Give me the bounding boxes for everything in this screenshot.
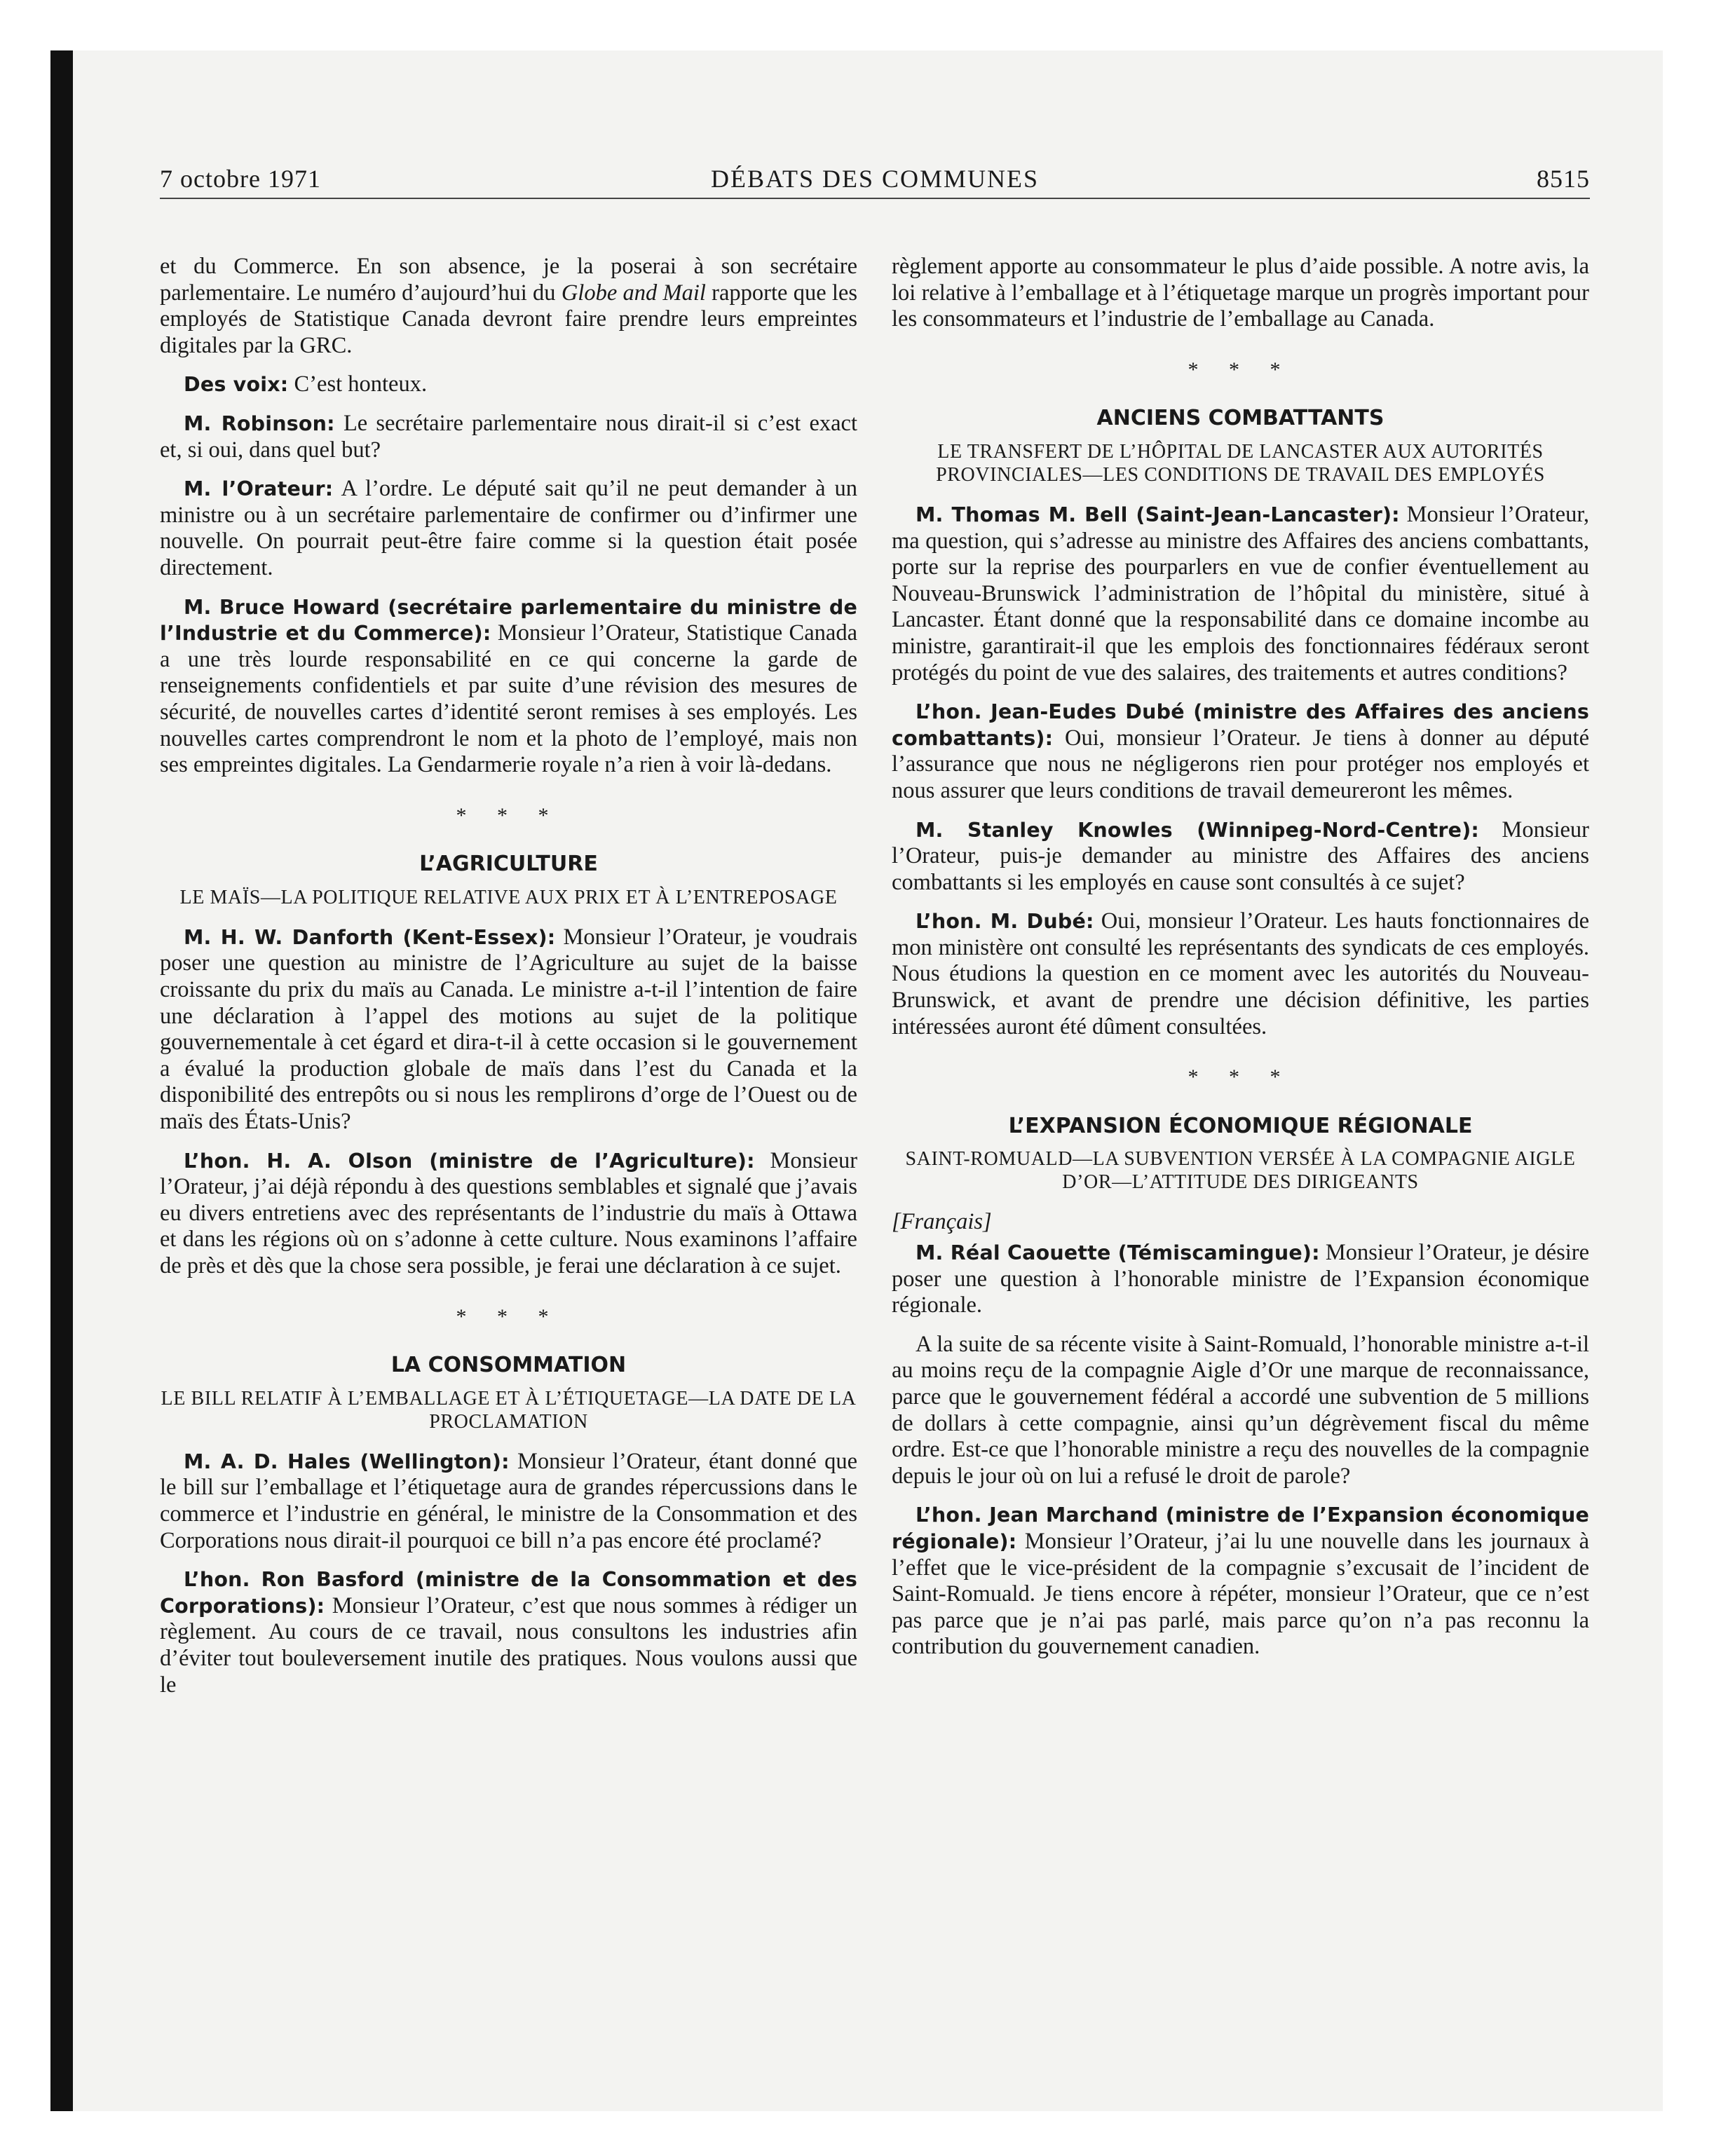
speaker-name: M. Thomas M. Bell (Saint-Jean-Lancaster): [916, 503, 1400, 526]
section-heading: LA CONSOMMATION [390, 1353, 627, 1378]
paragraph-text: Le secrétaire parlementaire nous dirait-il si c’est exact et, si oui, dans quel but? [160, 410, 857, 463]
speaker-name: M. l’Orateur: [184, 477, 334, 501]
newspaper-title: Globe and Mail [561, 280, 706, 306]
paragraph-text: Monsieur l’Orateur, c’est que nous sommes à rédiger un règlement. Au cours de ce travail, nous consultons les industries afin d’éviter tout bouleversement inutile des pratiques. Nous voulons aussi que le [160, 1592, 857, 1698]
paragraph-text: et du Commerce. En son absence, je la poserai à son secrétaire parlementaire. Le numéro d’aujourd’hui du [160, 254, 857, 306]
paragraph-text: Monsieur l’Orateur, j’ai lu une nouvelle dans les journaux à l’effet que le vice-président de la compagnie s’excusait de l’incident de Saint-Romuald. Je tiens encore à répéter, monsieur l’Orateur, que ce n’est pas parce que je n’ai pas parlé, mais parce qu’on n’a pas reconnu la contribution du gouvernement canadien. [892, 1528, 1590, 1660]
section-subheading: LE BILL RELATIF À L’EMBALLAGE ET À L’ÉTIQUETAGE—LA DATE DE LA PROCLAMATION [161, 1387, 857, 1433]
paragraph-text: Monsieur l’Orateur, puis-je demander au ministre des Affaires des anciens combattants si les employés en cause sont consultés à ce sujet? [892, 817, 1589, 895]
paragraph [892, 254, 1589, 333]
header-title: DÉBATS DES COMMUNES [710, 165, 1040, 193]
section-subheading: LE MAÏS—LA POLITIQUE RELATIVE AUX PRIX ET À L’ENTREPOSAGE [179, 886, 838, 908]
paragraph-text: règlement apporte au consommateur le plus d’aide possible. A notre avis, la loi relative à l’emballage et à l’étiquetage marque un progrès important pour les consommateurs et l’industrie de l’emballage au Canada. [892, 254, 1589, 332]
right-column [892, 254, 1589, 1673]
paragraph-text: Monsieur l’Orateur, je voudrais poser une question au ministre de l’Agriculture au sujet de la baisse croissante du prix du maïs au Canada. Le ministre a-t-il l’intention de faire une déclaration à l’appel des motions au sujet de la politique gouvernementale à cet égard et dira-t-il à cette occasion si le gouvernement a évalué la production globale de maïs dans l’est du Canada et la disponibilité des entrepôts ou si nous les remplirons d’orge de l’Ouest ou de maïs des États-Unis? [160, 924, 858, 1135]
paragraph [160, 1567, 857, 1698]
paragraph [160, 925, 857, 1135]
paragraph [160, 371, 857, 398]
paragraph [892, 699, 1589, 804]
paragraph-text: A l’ordre. Le député sait qu’il ne peut demander à un ministre ou à un secrétaire parlementaire de confirmer ou d’infirmer une nouvelle. On pourrait peut-être faire comme si la question était posée directement. [160, 476, 857, 580]
speaker-name: M. Robinson: [184, 411, 335, 435]
speaker-name: M. Stanley Knowles (Winnipeg-Nord-Centre): [916, 818, 1480, 842]
paragraph-text: Monsieur l’Orateur, ma question, qui s’adresse au ministre des Affaires des anciens combattants, porte sur la reprise des pourparlers en vue de confier éventuellement au Nouveau-Brunswick l’administration de l’hôpital du ministère, situé à Lancaster. Étant donné que la responsabilité dans ce domaine incombe au ministre, garantirait-il que les emplois des fonctionnaires fédéraux seront protégés du point de vue des salaires, des traitements et autres conditions? [892, 501, 1589, 685]
paragraph [160, 594, 857, 779]
paragraph [892, 817, 1589, 896]
section-separator: * * * [456, 803, 562, 827]
section-heading: ANCIENS COMBATTANTS [1096, 406, 1384, 431]
language-tag: [Français] [892, 1209, 992, 1235]
speaker-name: M. H. W. Danforth (Kent-Essex): [184, 925, 556, 949]
paragraph [160, 254, 857, 359]
section-heading: L’AGRICULTURE [419, 852, 598, 877]
paragraph [160, 1449, 857, 1554]
paragraph [892, 502, 1589, 686]
speaker-name: M. A. D. Hales (Wellington): [184, 1449, 510, 1473]
speaker-name: M. Bruce Howard (secrétaire parlementaire du ministre de l’Industrie et du Commerce): [160, 595, 857, 646]
section-separator: * * * [1188, 357, 1293, 381]
paragraph [892, 1332, 1589, 1490]
page-number: 8515 [1537, 165, 1590, 193]
paragraph [160, 411, 857, 463]
running-head [160, 163, 1590, 199]
speaker-name: Des voix: [184, 373, 289, 397]
section-separator: * * * [1188, 1065, 1293, 1089]
paragraph [892, 1240, 1589, 1319]
speaker-name: L’hon. H. A. Olson (ministre de l’Agriculture): [184, 1149, 755, 1173]
paragraph-text: A la suite de sa récente visite à Saint-Romuald, l’honorable ministre a-t-il au moins reçu de la compagnie Aigle d’Or une marque de reconnaissance, parce que le gouvernement fédéral a accordé une subvention de 5 millions de dollars à cette compagnie, ainsi qu’un dégrèvement fiscal du même ordre. Est-ce que l’honorable ministre a reçu des nouvelles de la compagnie depuis le jour où on lui a refusé le droit de parole? [892, 1331, 1589, 1489]
scan-edge-bar [50, 50, 73, 2111]
header-date: 7 octobre 1971 [160, 165, 321, 193]
speaker-name: L’hon. Jean-Eudes Dubé (ministre des Affaires des anciens combattants): [892, 700, 1589, 750]
paragraph-text: Monsieur l’Orateur, étant donné que le bill sur l’emballage et l’étiquetage aura de grandes répercussions dans le commerce et l’industrie en général, le ministre de la Consommation et des Corporations nous dirait-il pourquoi ce bill n’a pas encore été proclamé? [160, 1448, 857, 1553]
paragraph [160, 476, 857, 581]
paragraph-text: Monsieur l’Orateur, je désire poser une question à l’honorable ministre de l’Expansion économique régionale. [892, 1240, 1589, 1318]
section-separator: * * * [456, 1304, 562, 1328]
section-heading: L’EXPANSION ÉCONOMIQUE RÉGIONALE [1008, 1113, 1473, 1138]
left-column [160, 254, 857, 1711]
paragraph-text: Oui, monsieur l’Orateur. Je tiens à donner au député l’assurance que nous ne négligerons rien pour protéger nos employés et nous assurer que leurs conditions de travail demeureront les mêmes. [892, 725, 1589, 803]
section-subheading: LE TRANSFERT DE L’HÔPITAL DE LANCASTER AUX AUTORITÉS PROVINCIALES—LES CONDITIONS DE TRAVAIL DES EMPLOYÉS [936, 440, 1545, 486]
paragraph-text: rapporte que les employés de Statistique Canada devront faire prendre leurs empreintes digitales par la GRC. [160, 280, 857, 358]
paragraph [892, 1502, 1589, 1660]
scanned-page [50, 50, 1663, 2111]
paragraph-text: Oui, monsieur l’Orateur. Les hauts fonctionnaires de mon ministère ont consulté les représentants des syndicats de ces employés. Nous étudions la question en ce moment avec les autorités du Nouveau-Brunswick, et avant de prendre une décision définitive, les parties intéressées auront été dûment consultées. [892, 908, 1589, 1039]
paragraph-text: Monsieur l’Orateur, Statistique Canada a une très lourde responsabilité en ce qui concerne la garde de renseignements confidentiels et par suite d’une révision des mesures de sécurité, de nouvelles cartes d’identité seront remises à ses employés. Les nouvelles cartes comprendront le nom et la photo de l’employé, mais non ses empreintes digitales. La Gendarmerie royale n’a rien à voir là-dedans. [160, 620, 857, 778]
section-subheading: SAINT-ROMUALD—LA SUBVENTION VERSÉE À LA COMPAGNIE AIGLE D’OR—L’ATTITUDE DES DIRIGEANTS [905, 1148, 1576, 1194]
paragraph [892, 908, 1589, 1040]
paragraph [160, 1148, 857, 1280]
speaker-name: L’hon. M. Dubé: [916, 910, 1094, 934]
speaker-name: L’hon. Ron Basford (ministre de la Consommation et des Corporations): [160, 1568, 857, 1618]
paragraph-text: Monsieur l’Orateur, j’ai déjà répondu à des questions semblables et signalé que j’avais eu divers entretiens avec des représentants de l’industrie du maïs à Ottawa et dans les régions où on s’adonne à cette culture. Nous examinons l’affaire de près et dès que la chose sera possible, je ferai une déclaration à ce sujet. [160, 1147, 858, 1278]
paragraph-text: C’est honteux. [294, 371, 428, 397]
speaker-name: M. Réal Caouette (Témiscamingue): [916, 1241, 1320, 1265]
speaker-name: L’hon. Jean Marchand (ministre de l’Expansion économique régionale): [892, 1503, 1589, 1553]
